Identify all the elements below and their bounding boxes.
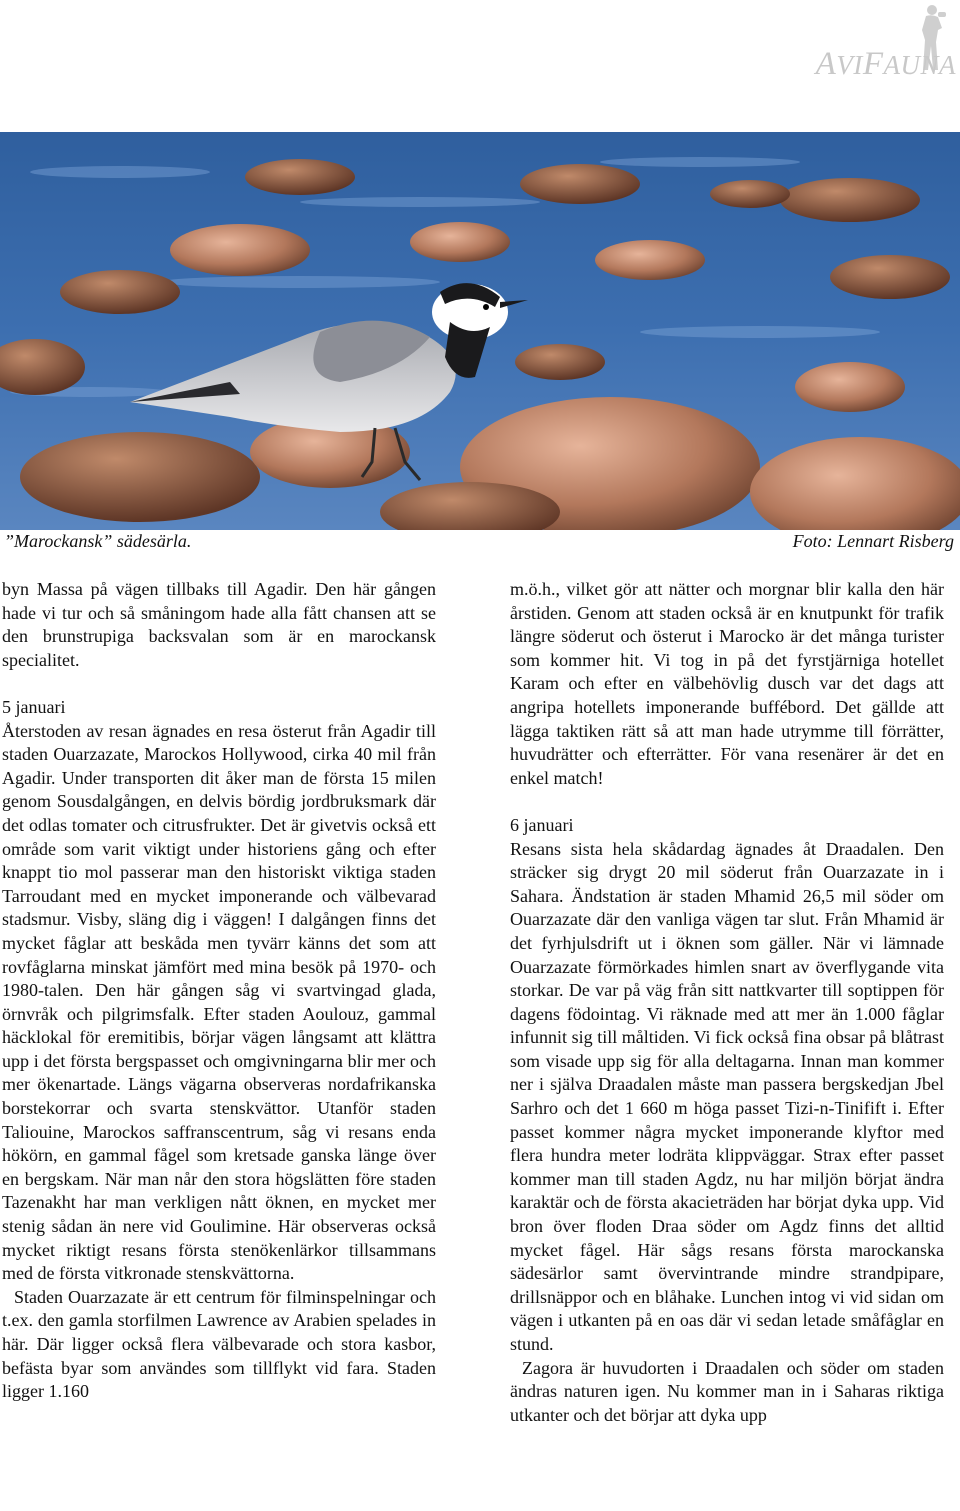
avifauna-logo xyxy=(770,0,960,100)
paragraph: Återstoden av resan ägnades en resa österut från Agadir till staden Ouarzazate, Marockos Hollywood, cirka 40 mil från Agadir. Under transporten dit åker man de första 15 milen genom Sousdalgången, en delvis bördig jordbruksmark där det odlas tomater och citrusfrukter. Det är givetvis också ett område som varit viktigt under historiens gång och efter knappt tio mol passerar man den historiskt viktiga staden Tarroudant med en mycket imponerande och välbevarad stadsmur. Visby, släng dig i väggen! I dalgången finns det mycket fåglar att beskåda men tyvärr känns det som att rovfåglarna minskat jämfört med mina besök på 1970- och 1980-talen. Den här gången såg vi svartvingad glada, örnvråk och pilgrimsfalk. Efter staden Aoulouz, gammal häcklokal för eremitibis, börjar vägen långsamt att klättra upp i det första bergspasset och omgivningarna blir mer och mer ökenartade. Längs vägarna observeras nordafrikanska borstekorrar och svarta stenskvättor. Utanför staden Taliouine, Marockos saffranscentrum, såg vi resans enda hökörn, en gammal fågel som kretsade ganska länge över en bergskam. När man når den stora högslätten före staden Tazenakht har man verkligen nått öknen, en mycket mer stenig sådan än nere vid Goulimine. Här observeras också mycket riktigt resans första stenökenlärkor tillsammans med de första vitkronade stenskvättorna. xyxy=(2,720,436,1284)
paragraph: Zagora är huvudorten i Draadalen och söder om staden ändras naturen igen. Nu kommer man in i Saharas riktiga utkanter och det börjar att dyka upp xyxy=(510,1357,944,1425)
logo-text: AVIFAUNA xyxy=(815,46,956,82)
left-column xyxy=(2,578,436,1404)
section-heading-5-januari: 5 januari xyxy=(2,696,66,717)
paragraph: Resans sista hela skådardag ägnades åt Draadalen. Den sträcker sig drygt 20 mil söderut från Ouarzazate in i Sahara. Ändstation är staden Mhamid 26,5 mil söder om Ouarzazate där den vanliga vägen tar slut. Från Mhamid är det fyrhjulsdrift ut i öknen som gäller. När vi lämnade Ouarzazate förmörkades himlen snart av överflygande vita storkar. De var på väg från sitt nattkvarter till soptippen för dagens födointag. Vi räknade med att mer än 1.000 fåglar infunnit sig till måltiden. Vi fick också fina obsar på blåtrast som visade upp sig för alla deltagarna. Innan man kommer ner i själva Draadalen måste man passera bergskedjan Jbel Sarhro och det 1 660 m höga passet Tizi-n-Tinifift i. Efter passet kommer några mycket imponerande klyftor med flera hundra meter lodräta klippväggar. Strax efter passet kommer man till staden Agdz, nu har miljön börjat ändra karaktär och de första akacieträden har börjat dyka upp. Vid bron över floden Draa söder om Agdz finns det alltid mycket fågel. Här sågs resans första marockanska sädesärlor samt övervintrande mindre strandpipare, drillsnäppor och en blåhake. Lunchen intog vi vid sidan om vägen i utkanten på en oas där vi sedan letade småfåglar en stund. xyxy=(510,838,944,1354)
photo-caption-row xyxy=(0,531,960,557)
photo-credit: Foto: Lennart Risberg xyxy=(792,531,954,551)
paragraph: m.ö.h., vilket gör att nätter och morgnar blir kalla den här årstiden. Genom att staden också är en knutpunkt för trafik längre söderut och österut i Marocko är det många turister som kommer hit. Vi tog in på det fyrstjärniga hotellet Karam och efter en välbehövlig dusch var det dags att angripa hotellets imponerande buffébord. Det gällde att lägga taktiken rätt så att man hade utrymme till förrätter, huvudrätter och efterrätter. För vana resenärer är det en enkel match! xyxy=(510,579,944,788)
paragraph: byn Massa på vägen tillbaks till Agadir. Den här gången hade vi tur och så småningom hade alla fått chansen att se den brunstrupiga backsvalan som är en marockansk specialitet. xyxy=(2,579,436,670)
photo-caption: ”Marockansk” sädesärla. xyxy=(4,531,192,551)
wagtail-photo xyxy=(0,132,960,530)
paragraph: Staden Ouarzazate är ett centrum för filminspelningar och t.ex. den gamla storfilmen Lawrence av Arabien spelades in här. Där ligger också flera välbevarade och stora kasbor, befästa byar som användes som tillflykt vid fara. Staden ligger 1.160 xyxy=(2,1286,436,1402)
section-heading-6-januari: 6 januari xyxy=(510,814,574,835)
right-column xyxy=(510,578,944,1427)
